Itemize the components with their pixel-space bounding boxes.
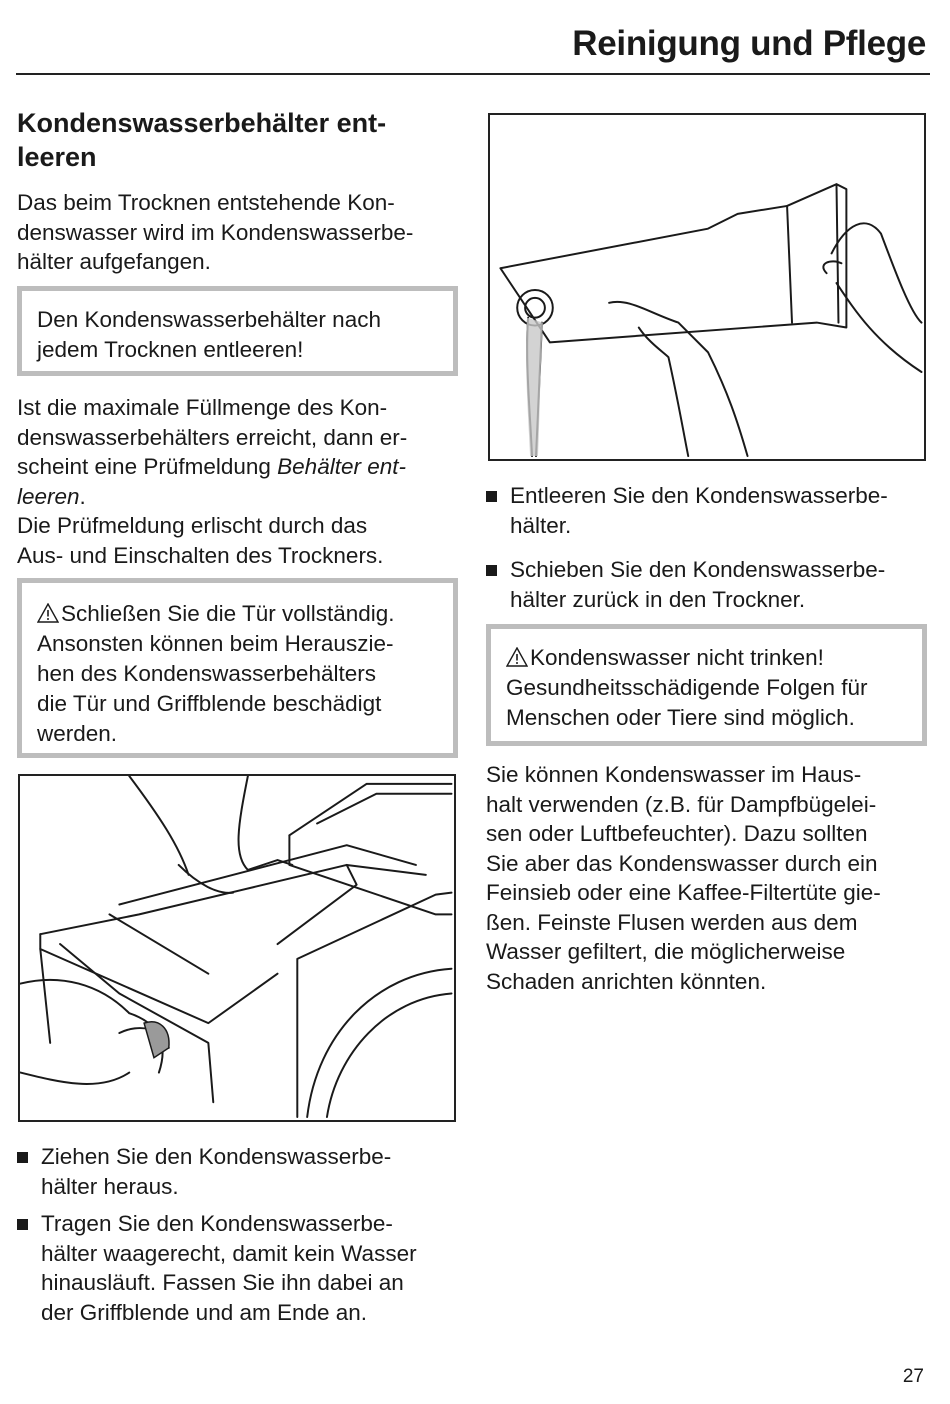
note-box bbox=[17, 286, 458, 376]
intro-paragraph bbox=[17, 188, 462, 277]
warning-box-door bbox=[17, 578, 458, 758]
step-empty: Entleeren Sie den Kondenswasserbe- hälter. bbox=[486, 481, 930, 540]
page-header-title: Reinigung und Pflege bbox=[572, 24, 926, 63]
warning-door-text: Schließen Sie die Tür vollständig. Ansonsten können beim Herauszie- hen des Kondenswasserbehälters die Tür und Griffblende beschädigt werden. bbox=[37, 601, 395, 746]
note-text: Den Kondenswasserbehälter nach jedem Trocknen entleeren! bbox=[37, 307, 381, 362]
step-push-back: Schieben Sie den Kondenswasserbe- hälter zurück in den Trockner. bbox=[486, 555, 930, 614]
page-number: 27 bbox=[902, 1366, 924, 1387]
section-heading: Kondenswasserbehälter ent- leeren bbox=[17, 108, 387, 172]
header-divider bbox=[16, 73, 930, 75]
intro-text: Das beim Trocknen entstehende Kon- denswasser wird im Kondenswasserbe- hälter aufgefangen. bbox=[17, 190, 414, 274]
warning-triangle-icon bbox=[37, 603, 59, 623]
steps-right-list bbox=[486, 481, 930, 614]
steps-left-list bbox=[17, 1142, 462, 1327]
warning-box-drink bbox=[486, 624, 927, 746]
figure-pull-out-container bbox=[18, 774, 456, 1122]
warning-drink-text: Kondenswasser nicht trinken! Gesundheitsschädigende Folgen für Menschen oder Tiere sind möglich. bbox=[506, 645, 868, 730]
step-pull-out: Ziehen Sie den Kondenswasserbe- hälter heraus. bbox=[17, 1142, 462, 1201]
fill-text-before: Ist die maximale Füllmenge des Kon- denswasserbehälters erreicht, dann er- scheint eine Prüfmeldung bbox=[17, 395, 408, 479]
illustration-pull-out bbox=[20, 776, 454, 1120]
usage-text: Sie können Kondenswasser im Haus- halt verwenden (z.B. für Dampfbügelei- sen oder Luftbefeuchter). Dazu sollten Sie aber das Kondenswasser durch ein Feinsieb oder eine Kaffee-Filtertüte gie- ßen. Feinste Flusen werden aus dem Wasser gefiltert, die möglicherweise Schaden anrichten könnten. bbox=[486, 762, 881, 994]
fill-text-after: . Die Prüfmeldung erlischt durch das Aus- und Einschalten des Trockners. bbox=[17, 483, 384, 568]
step-carry-level: Tragen Sie den Kondenswasserbe- hälter waagerecht, damit kein Wasser hinausläuft. Fassen Sie ihn dabei an der Griffblende und am Ende an. bbox=[17, 1209, 462, 1327]
warning-triangle-icon bbox=[506, 647, 528, 667]
illustration-empty bbox=[490, 115, 924, 459]
check-message: Behälter ent- leeren bbox=[17, 454, 406, 509]
fill-level-paragraph bbox=[17, 393, 462, 570]
usage-paragraph bbox=[486, 760, 930, 996]
figure-empty-container bbox=[488, 113, 926, 461]
